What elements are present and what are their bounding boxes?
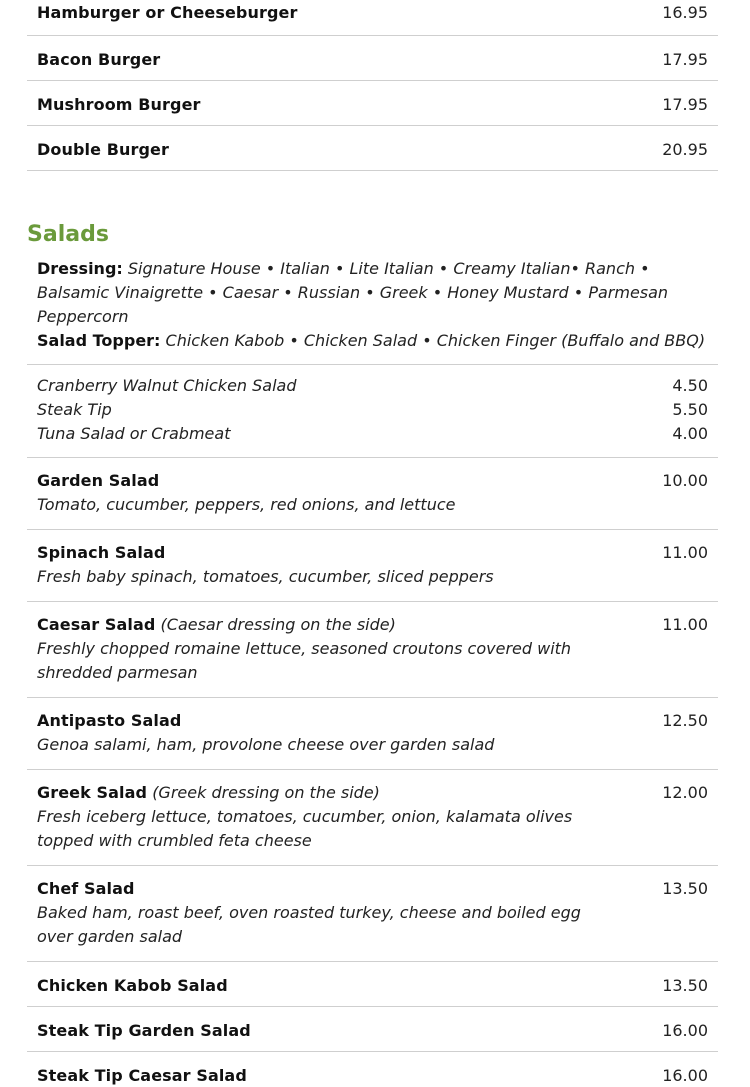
item-name: Spinach Salad: [37, 543, 166, 562]
menu-item: [27, 698, 718, 770]
item-price: 13.50: [662, 976, 708, 995]
item-name: Hamburger or Cheeseburger: [37, 3, 298, 22]
burger-list: [27, 0, 718, 171]
menu-item: [27, 458, 718, 530]
menu-item: [27, 602, 718, 698]
item-description: Freshly chopped romaine lettuce, seasoned croutons covered with shredded parmesan: [37, 639, 572, 682]
topper-options: Chicken Kabob • Chicken Salad • Chicken Finger (Buffalo and BBQ): [165, 331, 706, 350]
dressing-options: Signature House • Italian • Lite Italian • Creamy Italian• Ranch • Balsamic Vinaigrette • Caesar • Russian • Greek • Honey Mustard • Parmesan Peppercorn: [37, 259, 669, 326]
item-name: Greek Salad: [37, 783, 148, 802]
salad-list: [27, 365, 718, 1087]
menu-item: [27, 530, 718, 602]
item-description: Tomato, cucumber, peppers, red onions, and lettuce: [37, 495, 456, 514]
item-price: 12.50: [662, 711, 708, 730]
topper-item: [37, 374, 708, 398]
topper-label: Salad Topper:: [37, 331, 161, 350]
item-description: Fresh baby spinach, tomatoes, cucumber, sliced peppers: [37, 567, 494, 586]
dressing-label: Dressing:: [37, 259, 123, 278]
item-price: 11.00: [662, 543, 708, 562]
item-name: Garden Salad: [37, 471, 160, 490]
menu-item: [27, 1052, 718, 1087]
item-description: Baked ham, roast beef, oven roasted turkey, cheese and boiled egg over garden salad: [37, 903, 581, 946]
item-price: 10.00: [662, 471, 708, 490]
item-price: 16.00: [662, 1066, 708, 1085]
topper-price: 4.50: [672, 376, 708, 395]
topper-price: 4.00: [672, 424, 708, 443]
item-price: 20.95: [662, 140, 708, 159]
topper-name: Steak Tip: [37, 400, 112, 419]
item-note: (Caesar dressing on the side): [160, 615, 396, 634]
item-name: Chef Salad: [37, 879, 135, 898]
item-price: 16.00: [662, 1021, 708, 1040]
item-description: Fresh iceberg lettuce, tomatoes, cucumber, onion, kalamata olives topped with crumbled feta cheese: [37, 807, 573, 850]
item-price: 17.95: [662, 50, 708, 69]
item-name: Chicken Kabob Salad: [37, 976, 228, 995]
item-price: 16.95: [662, 3, 708, 22]
item-name: Bacon Burger: [37, 50, 161, 69]
topper-price: 5.50: [672, 400, 708, 419]
item-price: 12.00: [662, 783, 708, 802]
item-name: Double Burger: [37, 140, 169, 159]
topper-name: Cranberry Walnut Chicken Salad: [37, 376, 297, 395]
item-name: Mushroom Burger: [37, 95, 201, 114]
topper-price-list: [27, 365, 718, 458]
menu-item: [27, 1007, 718, 1052]
menu-item: [27, 866, 718, 962]
item-price: 11.00: [662, 615, 708, 634]
item-name: Steak Tip Garden Salad: [37, 1021, 251, 1040]
menu-item: [27, 81, 718, 126]
menu-item: [27, 126, 718, 171]
topper-name: Tuna Salad or Crabmeat: [37, 424, 231, 443]
menu-item: [27, 770, 718, 866]
item-price: 17.95: [662, 95, 708, 114]
topper-item: [37, 398, 708, 422]
item-name: Caesar Salad: [37, 615, 156, 634]
topper-item: [37, 422, 708, 446]
section-title: Salads: [27, 222, 109, 247]
dressing-info: [27, 248, 718, 365]
item-description: Genoa salami, ham, provolone cheese over garden salad: [37, 735, 495, 754]
menu-item: [27, 0, 718, 36]
item-note: (Greek dressing on the side): [152, 783, 380, 802]
item-name: Steak Tip Caesar Salad: [37, 1066, 247, 1085]
item-price: 13.50: [662, 879, 708, 898]
menu-item: [27, 36, 718, 81]
menu-item: [27, 962, 718, 1007]
item-name: Antipasto Salad: [37, 711, 182, 730]
